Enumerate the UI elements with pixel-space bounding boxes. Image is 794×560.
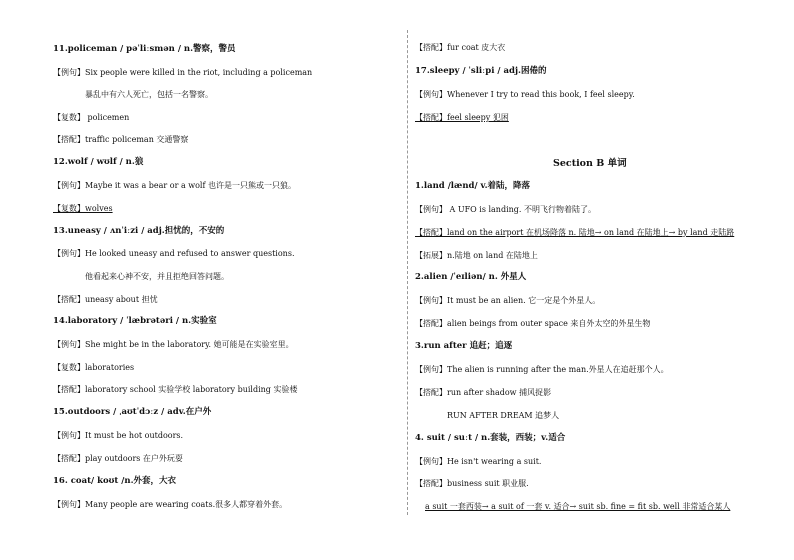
- entry-line: 【例句】It must be an alien. 它一定是个外星人。: [415, 296, 601, 305]
- entry-line: 【例句】Whenever I try to read this book, I feel sleepy.: [415, 90, 635, 99]
- entry-headword: 12.wolf / wʊlf / n.狼: [53, 157, 144, 167]
- entry-line: 【搭配】play outdoors 在户外玩耍: [53, 454, 183, 463]
- entry-line: 【复数】 policemen: [53, 113, 130, 122]
- entry-headword: 4. suit / suːt / n.套装，西装；v.适合: [415, 433, 566, 443]
- entry-headword: 11.policeman / pəˈliːsmən / n.警察，警员: [53, 44, 236, 54]
- entry-line: 【搭配】fur coat 皮大衣: [415, 43, 506, 52]
- entry-line: 【例句】It must be hot outdoors.: [53, 431, 184, 440]
- entry-line: 【例句】She might be in the laboratory. 她可能是在实验室里。: [53, 340, 294, 349]
- entry-line: 【例句】Many people are wearing coats.很多人都穿着外套。: [53, 500, 288, 509]
- section-heading: Section B 单词: [553, 158, 627, 169]
- entry-line: 【搭配】alien beings from outer space 来自外太空的外星生物: [415, 319, 651, 328]
- entry-line: 【搭配】laboratory school 实验学校 laboratory building 实验楼: [53, 385, 298, 394]
- entry-line: 【拓展】n.陆地 on land 在陆地上: [415, 251, 538, 260]
- entry-line: 暴乱中有六人死亡，包括一名警察。: [85, 90, 213, 99]
- entry-line: 【搭配】land on the airport 在机场降落 n. 陆地→ on land 在陆地上→ by land 走陆路: [415, 228, 735, 237]
- entry-line: 【复数】wolves: [53, 204, 113, 213]
- entry-line: 【例句】Six people were killed in the riot, including a policeman: [53, 68, 313, 77]
- entry-line: 【搭配】feel sleepy 犯困: [415, 113, 509, 122]
- entry-line: 【搭配】run after shadow 捕风捉影: [415, 388, 552, 397]
- column-divider: [407, 30, 408, 515]
- entry-line: 【搭配】uneasy about 担忧: [53, 295, 158, 304]
- entry-headword: 16. coat/ koʊt /n.外套，大衣: [53, 476, 177, 486]
- entry-headword: 17.sleepy / ˈsliːpi / adj.困倦的: [415, 66, 547, 76]
- entry-line: 【例句】The alien is running after the man.外星人在追赶那个人。: [415, 365, 669, 374]
- entry-line: 【搭配】business suit 职业服.: [415, 479, 529, 488]
- entry-line: a suit 一套西装→ a suit of 一套 v. 适合→ suit sb. fine = fit sb. well 非常适合某人: [425, 502, 731, 511]
- entry-headword: 13.uneasy / ʌnˈiːzi / adj.担忧的，不安的: [53, 226, 225, 236]
- entry-headword: 2.alien /ˈeɪliən/ n. 外星人: [415, 272, 527, 282]
- entry-line: 【例句】He isn't wearing a suit.: [415, 457, 542, 466]
- entry-line: 【例句】 A UFO is landing. 不明飞行物着陆了。: [415, 205, 596, 214]
- entry-headword: 1.land /lænd/ v.着陆，降落: [415, 181, 531, 191]
- entry-line: 【例句】Maybe it was a bear or a wolf 也许是一只熊或一只狼。: [53, 181, 296, 190]
- entry-headword: 3.run after 追赶；追逐: [415, 341, 513, 351]
- entry-line: 【例句】He looked uneasy and refused to answer questions.: [53, 249, 295, 258]
- entry-headword: 15.outdoors / ˌaʊtˈdɔːz / adv.在户外: [53, 407, 212, 417]
- entry-line: 【复数】laboratories: [53, 363, 135, 372]
- entry-headword: 14.laboratory / ˈlæbrətəri / n.实验室: [53, 316, 217, 326]
- entry-line: 【搭配】traffic policeman 交通警察: [53, 135, 189, 144]
- entry-line: 他看起来心神不安，并且拒绝回答问题。: [85, 272, 229, 281]
- entry-line: RUN AFTER DREAM 追梦人: [447, 411, 560, 420]
